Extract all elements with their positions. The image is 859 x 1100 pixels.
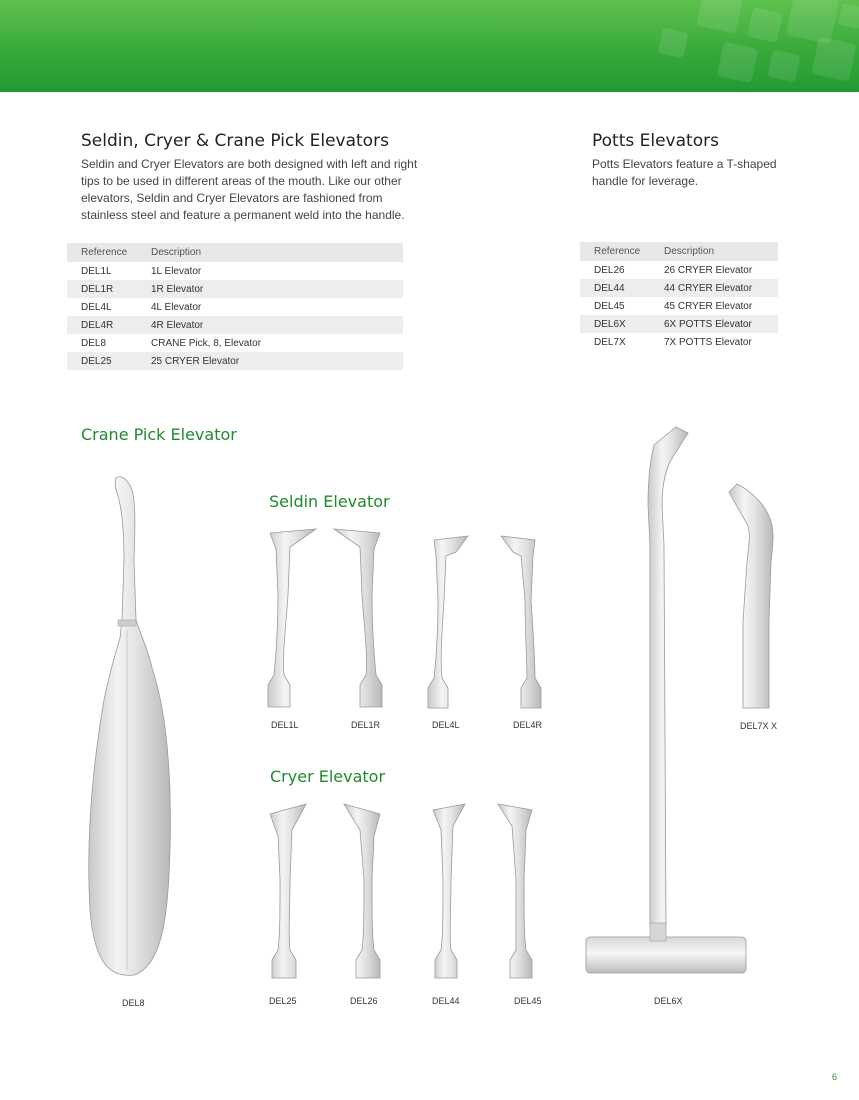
label-del8: DEL8: [122, 998, 145, 1008]
cryer-elevator-45-image: [492, 800, 548, 980]
table-row: [580, 333, 778, 351]
label-del1r: DEL1R: [351, 720, 381, 730]
label-del44: DEL44: [432, 996, 460, 1006]
cell-reference: DEL44: [580, 279, 650, 297]
section-title-seldin-cryer-crane: Seldin, Cryer & Crane Pick Elevators: [81, 131, 389, 151]
table-row: [67, 280, 403, 298]
cryer-elevator-44-image: [425, 800, 481, 980]
reference-table-right: [580, 242, 778, 351]
cell-description: 26 CRYER Elevator: [664, 264, 753, 276]
cell-description: 4R Elevator: [137, 316, 403, 334]
cell-reference: DEL45: [594, 300, 625, 312]
cell-description: 7X POTTS Elevator: [664, 336, 752, 348]
cell-description: 6X POTTS Elevator: [650, 315, 778, 333]
table-row: [580, 315, 778, 333]
page-number: 6: [831, 1072, 837, 1082]
cell-reference: DEL1R: [67, 280, 137, 298]
cell-description: 44 CRYER Elevator: [650, 279, 778, 297]
section-intro-seldin-cryer-crane: Seldin and Cryer Elevators are both designed with left and right tips to be used in different areas of the mouth. Like our other elevators, Seldin and Cryer Elevators are fashioned from stainless steel and feature a permanent weld into the handle.: [81, 157, 418, 222]
cell-reference: DEL8: [81, 337, 107, 349]
cell-reference: DEL4L: [81, 301, 112, 313]
cell-reference: DEL4R: [67, 316, 137, 334]
cell-reference: DEL6X: [580, 315, 650, 333]
label-del7x: DEL7X X: [740, 721, 778, 731]
label-del45: DEL45: [514, 996, 542, 1006]
seldin-elevator-1l-image: [260, 525, 320, 710]
label-del6x: DEL6X: [654, 996, 683, 1006]
table-row: [580, 261, 778, 279]
column-header-description: Description: [650, 242, 778, 261]
column-header-description: Description: [137, 243, 403, 262]
section-title-potts: Potts Elevators: [592, 131, 719, 151]
table-row: [580, 297, 778, 315]
table-row: [580, 279, 778, 297]
label-del4r: DEL4R: [513, 720, 543, 730]
section-intro-potts: Potts Elevators feature a T-shaped handle for leverage.: [592, 157, 777, 188]
potts-elevator-7x-image: [725, 482, 785, 712]
table-header-row: [67, 243, 403, 262]
cell-description: 1R Elevator: [137, 280, 403, 298]
cell-description: 45 CRYER Elevator: [664, 300, 753, 312]
caption-cryer-elevator: Cryer Elevator: [270, 767, 386, 786]
table-row: [67, 298, 403, 316]
cell-reference: DEL1L: [81, 265, 112, 277]
cell-description: 1L Elevator: [151, 265, 202, 277]
table-row: [67, 316, 403, 334]
caption-crane-pick-elevator: Crane Pick Elevator: [81, 425, 237, 444]
cell-reference: DEL25: [67, 352, 137, 370]
label-del25: DEL25: [269, 996, 297, 1006]
cell-reference: DEL7X: [594, 336, 626, 348]
cell-description: CRANE Pick, 8, Elevator: [151, 337, 262, 349]
table-row: [67, 352, 403, 370]
cryer-elevator-26-image: [338, 800, 394, 980]
table-row: [67, 334, 403, 352]
reference-table-left: [67, 243, 403, 370]
table-header-row: [580, 242, 778, 261]
column-header-reference: Reference: [580, 242, 650, 261]
crane-pick-elevator-image: [80, 470, 180, 980]
seldin-elevator-4r-image: [495, 530, 555, 710]
label-del4l: DEL4L: [432, 720, 460, 730]
table-row: [67, 262, 403, 280]
seldin-elevator-4l-image: [420, 530, 480, 710]
seldin-elevator-1r-image: [330, 525, 390, 710]
header-banner: [0, 0, 859, 92]
caption-seldin-elevator: Seldin Elevator: [269, 492, 390, 511]
label-del1l: DEL1L: [271, 720, 299, 730]
cell-description: 25 CRYER Elevator: [137, 352, 403, 370]
cell-reference: DEL26: [594, 264, 625, 276]
cell-description: 4L Elevator: [151, 301, 202, 313]
column-header-reference: Reference: [67, 243, 137, 262]
cryer-elevator-25-image: [262, 800, 318, 980]
label-del26: DEL26: [350, 996, 378, 1006]
